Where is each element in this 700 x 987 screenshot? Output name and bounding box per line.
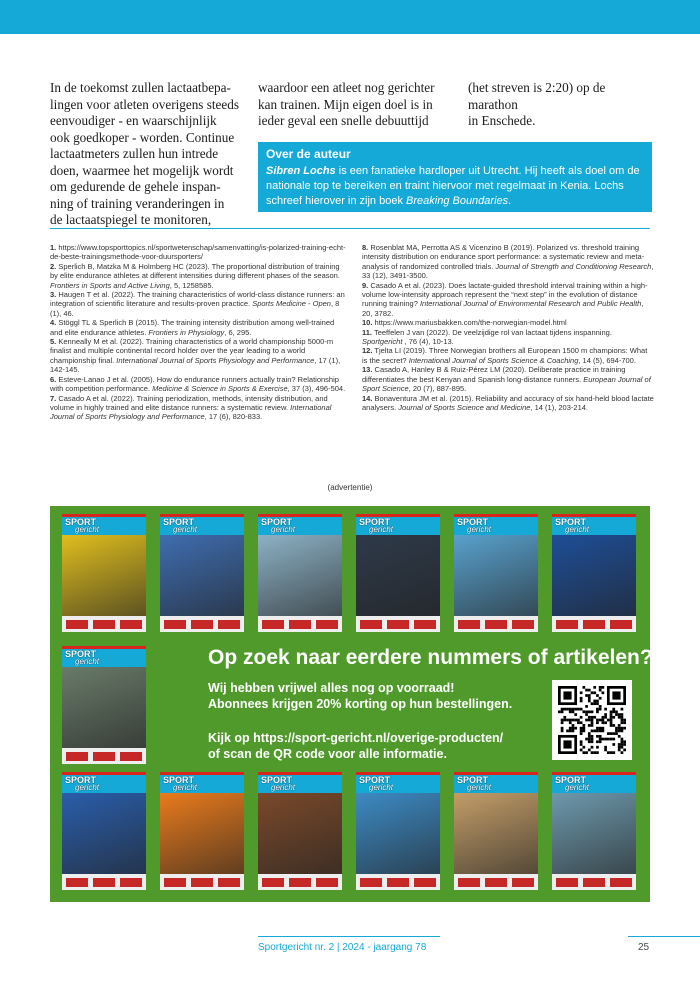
- author-box: [258, 142, 652, 212]
- references-right: [362, 243, 654, 412]
- author-heading: Over de auteur: [266, 147, 351, 161]
- cover-topic-strip: [62, 874, 146, 890]
- reference-item: [362, 328, 654, 347]
- qr-code-icon: [558, 686, 626, 754]
- cover-topic-strip: [62, 748, 146, 764]
- reference-item: [50, 337, 346, 375]
- magazine-cover[interactable]: [160, 772, 244, 890]
- cover-photo: [258, 789, 342, 877]
- cover-photo: [62, 789, 146, 877]
- body-column-2: [258, 80, 458, 130]
- cover-photo: [160, 531, 244, 619]
- text-line: eenvoudiger - en waarschijnlijk: [50, 113, 217, 128]
- text-line: om gedurende de gehele inspan-: [50, 179, 221, 194]
- reference-tail: , 17 (6), 820-833.: [204, 412, 263, 422]
- reference-number: 1.: [50, 243, 57, 252]
- cover-photo: [160, 789, 244, 877]
- reference-journal: Frontiers in Physiology: [148, 327, 225, 337]
- reference-number: 7.: [50, 393, 57, 403]
- ad-headline: Op zoek naar eerdere nummers of artikelen?: [208, 646, 653, 669]
- author-bio-end: .: [508, 195, 512, 207]
- text-line: lactaatmeters zullen hun intrede: [50, 146, 219, 161]
- page-number: 25: [638, 942, 650, 953]
- reference-tail: , 33 (12), 3491-3500.: [362, 261, 654, 281]
- reference-number: 11.: [362, 327, 373, 337]
- reference-text: Stöggl TL & Sperlich B (2015). The training intensity distribution among well-trained and elite endurance athletes.: [50, 318, 335, 337]
- ad-line-4: of scan de QR code voor alle informatie.: [208, 747, 447, 761]
- text-line: ook goedkoper - worden. Continue: [50, 129, 235, 145]
- cover-photo: [258, 531, 342, 619]
- reference-text: Teeffelen J van (2022). De veelzijdige rol van lactaat tijdens inspanning.: [372, 327, 612, 337]
- text-line: in Enschede.: [468, 113, 536, 128]
- reference-text: Esteve-Lanao J et al. (2005). How do endurance runners actually train? Relationship with competition performance.: [50, 374, 339, 394]
- reference-item: [50, 243, 346, 262]
- cover-topic-strip: [454, 874, 538, 890]
- cover-logo: SPORT gericht: [552, 775, 636, 793]
- reference-journal: International Journal of Environmental Research and Public Health: [419, 299, 642, 309]
- cover-topic-strip: [258, 616, 342, 632]
- cover-logo: SPORT gericht: [552, 517, 636, 535]
- footer-magazine-info: Sportgericht nr. 2 | 2024 - jaargang 78: [258, 942, 427, 953]
- magazine-cover[interactable]: [258, 772, 342, 890]
- reference-item: [362, 318, 654, 327]
- cover-topic-strip: [258, 874, 342, 890]
- magazine-cover[interactable]: [258, 514, 342, 632]
- advertisement-label: (advertentie): [327, 483, 373, 492]
- reference-tail: , 5, 1258585.: [169, 280, 214, 290]
- reference-journal: Medicine & Science in Sports & Exercise: [152, 384, 288, 394]
- cover-topic-strip: [454, 616, 538, 632]
- reference-number: 9.: [362, 280, 369, 290]
- author-bio-text: is een fanatieke hardloper uit Utrecht. Hij heeft als doel om de nationale top te bereiken en traint hiervoor met regelmaat in Kenia. Lochs schreef hierover in zijn boek: [266, 165, 640, 207]
- reference-text: Kenneally M et al. (2022). Training characteristics of a world championship 5000-m finalist and multiple continental record holder over the year leading to a world championship final.: [50, 337, 334, 365]
- cover-logo: SPORT gericht: [62, 775, 146, 793]
- text-line: ieder geval een snelle debuuttijd: [258, 113, 429, 128]
- text-line: waardoor een atleet nog gerichter: [258, 80, 435, 95]
- reference-text: Casado A et al. (2022). Training periodization, methods, intensity distribution, and volume in highly trained and elite distance runners: a systematic review.: [50, 393, 328, 412]
- qr-code[interactable]: [552, 680, 632, 760]
- cover-photo: [356, 531, 440, 619]
- reference-item: [362, 346, 654, 365]
- ad-line-2: Abonnees krijgen 20% korting op hun bestellingen.: [208, 697, 513, 711]
- reference-text: Rosenblat MA, Perrotta AS & Vicenzino B (2019). Polarized vs. threshold training intensity distribution on endurance sport performance: a systematic review and meta-analysis of randomized controlled trials.: [362, 243, 645, 271]
- reference-tail: , 6, 295.: [224, 327, 252, 337]
- reference-number: 5.: [50, 337, 57, 347]
- reference-item: [50, 262, 346, 290]
- reference-number: 13.: [362, 365, 373, 375]
- cover-topic-strip: [552, 616, 636, 632]
- cover-topic-strip: [356, 616, 440, 632]
- magazine-cover[interactable]: [454, 514, 538, 632]
- reference-tail: , 76 (4), 10-13.: [402, 337, 454, 347]
- cover-photo: [356, 789, 440, 877]
- author-name: Sibren Lochs: [266, 165, 336, 177]
- reference-item: [50, 318, 346, 337]
- cover-photo: [454, 531, 538, 619]
- text-line: kan trainen. Mijn eigen doel is in: [258, 96, 433, 112]
- magazine-cover[interactable]: [552, 772, 636, 890]
- reference-number: 2.: [50, 261, 57, 271]
- reference-tail: , 20 (7), 887-895.: [408, 384, 467, 394]
- cover-photo: [62, 531, 146, 619]
- cover-topic-strip: [160, 616, 244, 632]
- author-book-title: Breaking Boundaries: [406, 195, 509, 207]
- footer-rule-left: [258, 936, 440, 937]
- reference-item: [362, 365, 654, 393]
- magazine-cover[interactable]: [160, 514, 244, 632]
- section-divider: [50, 228, 650, 229]
- magazine-cover[interactable]: [552, 514, 636, 632]
- reference-text: Casado A, Hanley B & Ruiz-Pérez LM (2020). Deliberate practice in training differentiates the best Kenyan and Spanish long-distance runners.: [362, 365, 626, 384]
- footer-rule-right: [628, 936, 700, 937]
- cover-photo: [454, 789, 538, 877]
- reference-item: [50, 375, 346, 394]
- reference-text: https://www.mariusbakken.com/the-norwegian-model.html: [372, 318, 567, 328]
- reference-item: [50, 290, 346, 318]
- cover-logo: SPORT gericht: [454, 775, 538, 793]
- cover-topic-strip: [552, 874, 636, 890]
- reference-journal: International Journal of Sports Physiology and Performance: [116, 355, 315, 365]
- reference-tail: , 14 (1), 203-214.: [530, 402, 588, 412]
- ad-line-1: Wij hebben vrijwel alles nog op voorraad!: [208, 681, 455, 695]
- cover-topic-strip: [356, 874, 440, 890]
- cover-topic-strip: [62, 616, 146, 632]
- magazine-cover[interactable]: [356, 514, 440, 632]
- author-bio: [266, 164, 644, 209]
- reference-journal: European Journal of Sport Science: [362, 374, 651, 394]
- reference-journal: Sports Medicine - Open: [252, 299, 331, 309]
- reference-tail: , 17 (1), 142-145.: [50, 355, 341, 375]
- body-column-3: [468, 80, 658, 130]
- reference-item: [362, 281, 654, 319]
- reference-tail: , 20, 3782.: [362, 299, 644, 318]
- cover-logo: SPORT gericht: [258, 517, 342, 535]
- text-line: ning of training veranderingen in: [50, 195, 225, 211]
- references-left: [50, 243, 346, 422]
- reference-number: 3.: [50, 290, 57, 300]
- reference-journal: Frontiers in Sports and Active Living: [50, 280, 170, 290]
- reference-number: 14.: [362, 393, 373, 403]
- reference-tail: , 14 (5), 694-700.: [578, 355, 636, 365]
- reference-item: [362, 243, 654, 281]
- cover-photo: [552, 789, 636, 877]
- text-line: lingen voor atleten overigens steeds: [50, 96, 239, 112]
- reference-item: [362, 394, 654, 413]
- top-color-band: [0, 0, 700, 34]
- cover-topic-strip: [160, 874, 244, 890]
- text-line: (het streven is 2:20) op de marathon: [468, 80, 606, 112]
- cover-logo: SPORT gericht: [356, 775, 440, 793]
- magazine-cover[interactable]: [62, 646, 146, 764]
- cover-logo: SPORT gericht: [160, 517, 244, 535]
- reference-number: 12.: [362, 346, 373, 356]
- advertisement-banner[interactable]: [50, 506, 653, 902]
- reference-journal: International Journal of Sports Science & Coaching: [408, 355, 579, 365]
- reference-number: 10.: [362, 318, 373, 328]
- reference-tail: , 37 (3), 496-504.: [287, 384, 346, 394]
- magazine-cover[interactable]: [62, 772, 146, 890]
- reference-text: Haugen T et al. (2022). The training characteristics of world-class distance runners: an integration of scientific literature and results-proven practice.: [50, 290, 345, 309]
- reference-text: Casado A et al. (2023). Does lactate-guided threshold interval training within a high-volume low-intensity approach represent the “next step” in the evolution of distance running training?: [362, 280, 648, 309]
- reference-number: 4.: [50, 318, 57, 328]
- reference-journal: Sportgericht: [362, 337, 403, 347]
- reference-number: 6.: [50, 374, 57, 384]
- cover-photo: [62, 663, 146, 751]
- cover-logo: SPORT gericht: [160, 775, 244, 793]
- cover-logo: SPORT gericht: [62, 649, 146, 667]
- reference-journal: Journal of Strength and Conditioning Research: [495, 261, 652, 271]
- text-line: doen, waarmee het mogelijk wordt: [50, 162, 234, 178]
- cover-photo: [552, 531, 636, 619]
- magazine-cover[interactable]: [62, 514, 146, 632]
- text-line: de lactaatspiegel te monitoren,: [50, 212, 212, 227]
- reference-journal: Journal of Sports Science and Medicine: [398, 402, 531, 412]
- body-column-1: [50, 80, 250, 229]
- reference-text: Tjelta LI (2019). Three Norwegian brothers all European 1500 m champions: What is the secret?: [362, 346, 648, 365]
- reference-text: https://www.topsporttopics.nl/sportwetenschap/samenvatting/is-polarized-training-echt-de-beste-trainingsmethode-voor-duursporters/: [50, 243, 346, 262]
- magazine-cover[interactable]: [454, 772, 538, 890]
- magazine-cover[interactable]: [356, 772, 440, 890]
- cover-logo: SPORT gericht: [62, 517, 146, 535]
- reference-journal: International Journal of Sports Physiology and Performance: [50, 402, 332, 422]
- cover-logo: SPORT gericht: [454, 517, 538, 535]
- reference-number: 8.: [362, 243, 369, 252]
- reference-tail: , 8 (1), 46.: [50, 299, 340, 318]
- cover-logo: SPORT gericht: [356, 517, 440, 535]
- reference-item: [50, 394, 346, 422]
- reference-text: Sperlich B, Matzka M & Holmberg HC (2023). The proportional distribution of training by elite endurance athletes at different intensities during different phases of the season.: [50, 261, 340, 281]
- text-line: In de toekomst zullen lactaatbepa-: [50, 80, 231, 95]
- cover-logo: SPORT gericht: [258, 775, 342, 793]
- ad-line-3[interactable]: Kijk op https://sport-gericht.nl/overige-producten/: [208, 731, 504, 745]
- reference-text: Bonaventura JM et al. (2015). Reliability and accuracy of six hand-held blood lactate analysers.: [362, 393, 654, 412]
